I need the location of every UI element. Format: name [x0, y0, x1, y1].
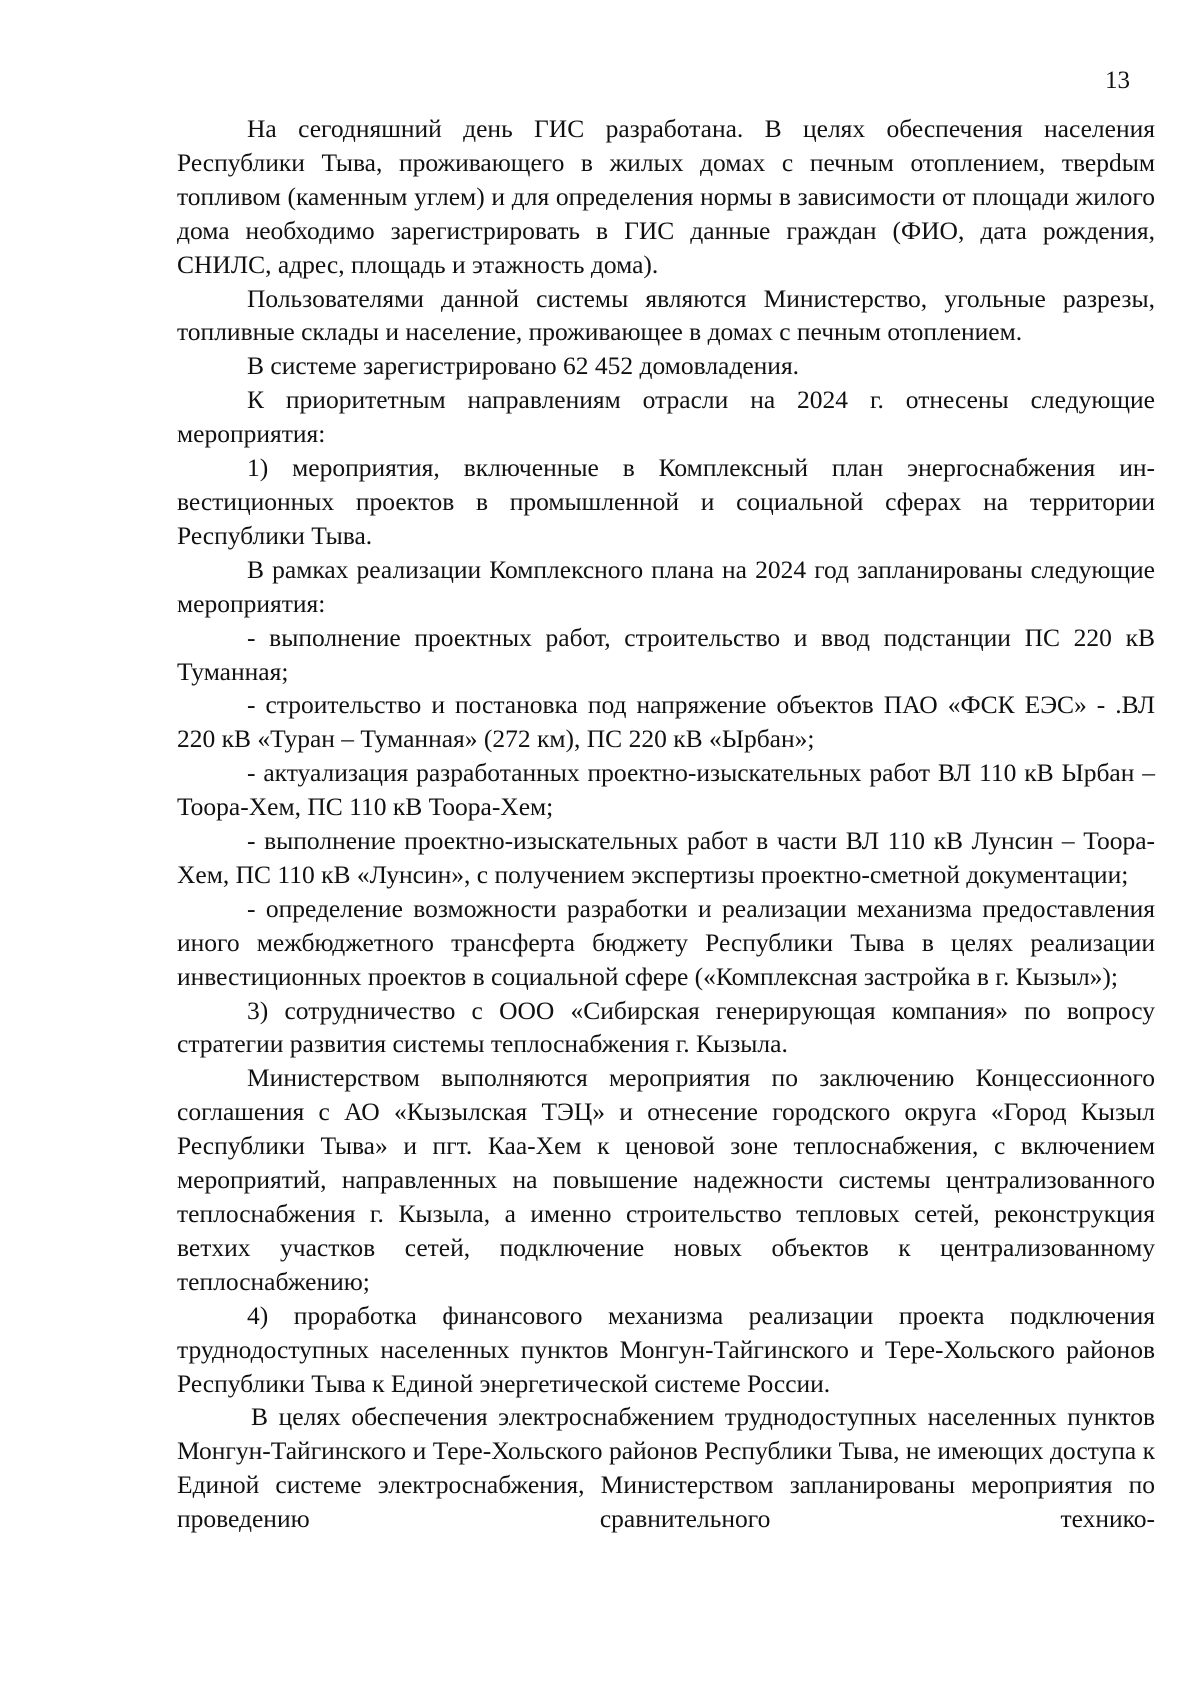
list-item-dash-5: - определение возможности разработки и реализации механизма предоставления иного межбюджетного трансферта бюджету Республики Тыва в целях реализации инвестиционных проектов в социальной сфере («Комплексная застройка в г. Кызыл»); [177, 893, 1155, 991]
paragraph-system-users: Пользователями данной системы являются Министерство, угольные разрезы, топливные склады и население, проживающее в домах с печным отоплением. [177, 283, 1155, 347]
paragraph-concession: Министерством выполняются мероприятия по заключению Концессионного соглашения с АО «Кызылская ТЭЦ» и отнесение городского округа «Город Кызыл Республики Тыва» и пгт. Каа-Хем к ценовой зоне теплоснабжения, с включением мероприятий, направленных на повышение надежности системы централизованного теплоснабжения г. Кызыла, а именно строительство тепловых сетей, реконструкция ветхих участков сетей, подключение новых объектов к централизованному теплоснабжению; [177, 1063, 1155, 1296]
list-item-dash-2: - строительство и постановка под напряжение объектов ПАО «ФСК ЕЭС» - .ВЛ 220 кВ «Туран – Туманная» (272 км), ПС 220 кВ «Ырбан»; [177, 690, 1155, 754]
paragraph-electrification: В целях обеспечения электроснабжением труднодоступных населенных пунктов Монгун-Тайгинского и Тере-Хольского районов Республики Тыва, не имеющих доступа к Единой системе электроснабжения, Министерством запланированы мероприятия по проведению сравнительного технико- [177, 1402, 1155, 1534]
paragraph-priority-directions: К приоритетным направлениям отрасли на 2024 г. отнесены следующие мероприятия: [177, 385, 1155, 449]
list-item-1: 1) мероприятия, включенные в Комплексный план энергоснабжения инвестиционных проектов в промышленной и социальной сферах на территории Республики Тыва. [177, 453, 1155, 550]
list-item-4: 4) проработка финансового механизма реализации проекта подключения труднодоступных населенных пунктов Монгун-Тайгинского и Тере-Хольского районов Республики Тыва к Единой энергетической системе России. [177, 1300, 1155, 1398]
list-item-dash-1: - выполнение проектных работ, строительство и ввод подстанции ПС 220 кВ Туманная; [177, 622, 1155, 686]
list-item-3: 3) сотрудничество с ООО «Сибирская генерирующая компания» по вопросу стратегии развития системы теплоснабжения г. Кызыла. [177, 995, 1155, 1059]
document-body [177, 112, 1155, 1536]
list-item-dash-3: - актуализация разработанных проектно-изыскательных работ ВЛ 110 кВ Ырбан – Тоора-Хем, ПС 110 кВ Тоора-Хем; [177, 758, 1155, 822]
list-item-dash-4: - выполнение проектно-изыскательных работ в части ВЛ 110 кВ Лунсин – Тоора-Хем, ПС 110 кВ «Лунсин», с получением экспертизы проектно-сметной документации; [177, 826, 1155, 889]
page-number: 13 [1105, 67, 1130, 94]
paragraph-complex-plan: В рамках реализации Комплексного плана на 2024 год запланированы следующие мероприятия: [177, 554, 1155, 618]
paragraph-gis-status: На сегодняшний день ГИС разработана. В целях обеспечения населения Республики Тыва, проживающего в жилых домах с печным отоплением, тверdым топливом (каменным углем) и для определения нормы в зависимости от площади жилого дома необходимо зарегистрировать в ГИС данные граждан (ФИО, дата рождения, СНИЛС, адрес, площадь и этажность дома). [177, 114, 1155, 279]
paragraph-registered-households: В системе зарегистрировано 62 452 домовладения. [247, 351, 800, 381]
